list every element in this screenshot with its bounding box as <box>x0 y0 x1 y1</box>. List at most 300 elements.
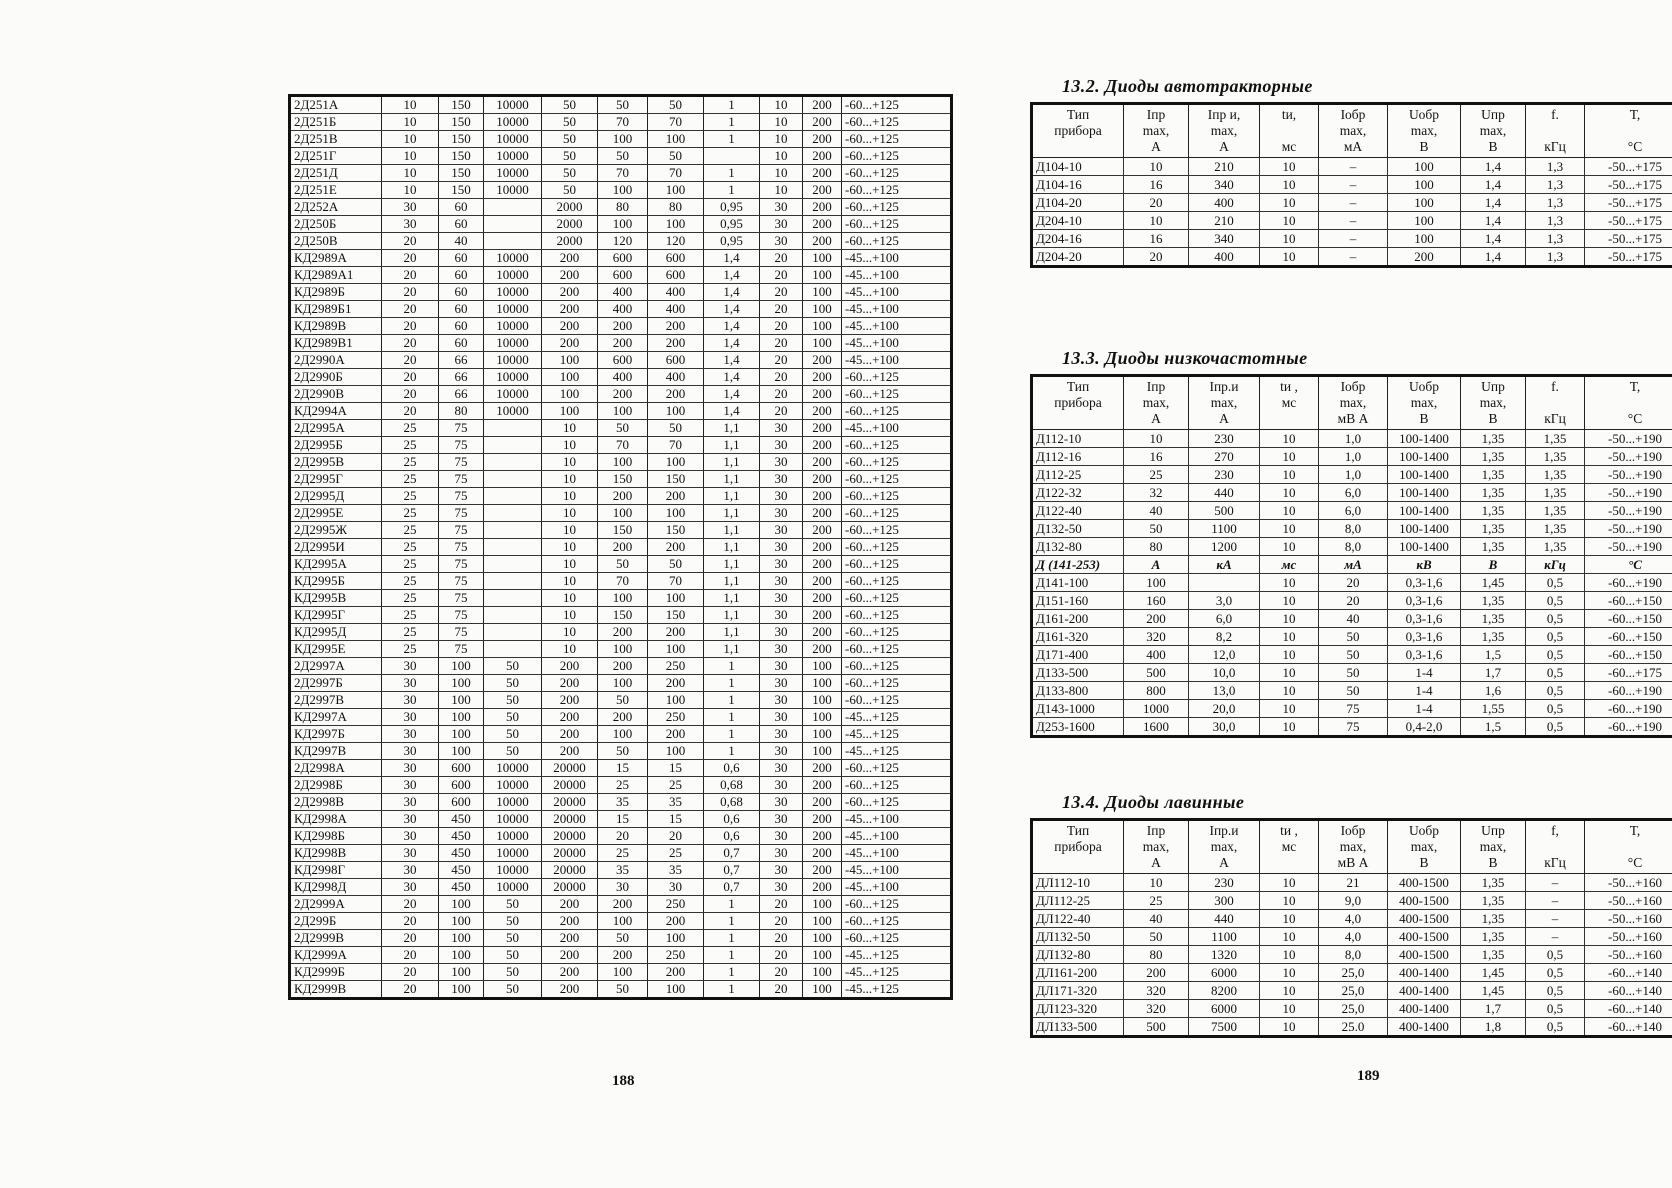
table-cell: 1,35 <box>1526 430 1585 448</box>
table-cell: -60...+125 <box>842 437 952 454</box>
table-cell: 1,6 <box>1461 682 1526 700</box>
table-cell: 200 <box>803 573 842 590</box>
table-cell: 200 <box>648 539 704 556</box>
table-cell: 40 <box>439 233 484 250</box>
device-type-cell: КД2994А <box>290 403 382 420</box>
device-type-cell: 2Д2995А <box>290 420 382 437</box>
table-cell: 1 <box>704 692 760 709</box>
table-cell: -60...+125 <box>842 114 952 131</box>
table-row <box>290 250 952 267</box>
device-type-cell: Д122-32 <box>1032 484 1124 502</box>
table-cell: 10000 <box>484 403 542 420</box>
table-cell: 30 <box>760 828 803 845</box>
table-cell: 100 <box>542 369 598 386</box>
table-cell: 1,35 <box>1526 538 1585 556</box>
table-row <box>290 675 952 692</box>
table-row <box>1032 682 1672 700</box>
table-row <box>290 522 952 539</box>
table-row <box>290 709 952 726</box>
table-cell: 0,5 <box>1526 982 1585 1000</box>
table-cell <box>704 148 760 165</box>
section-avalanche-diodes <box>1030 792 1672 1038</box>
table-cell: 10000 <box>484 267 542 284</box>
table-cell: 75 <box>439 556 484 573</box>
table-row <box>290 624 952 641</box>
table-cell: 100 <box>803 726 842 743</box>
table-cell: 1,3 <box>1526 248 1585 267</box>
device-type-cell: Д132-80 <box>1032 538 1124 556</box>
table-cell: -60...+125 <box>842 658 952 675</box>
table-cell: -60...+125 <box>842 96 952 114</box>
table-cell: 1200 <box>1189 538 1260 556</box>
table-cell: 100 <box>598 454 648 471</box>
table-cell: 10000 <box>484 284 542 301</box>
table-cell: 10000 <box>484 318 542 335</box>
table-cell: кА <box>1189 556 1260 574</box>
table-cell: -45...+125 <box>842 964 952 981</box>
table-cell: 10 <box>542 607 598 624</box>
table-cell: 200 <box>542 692 598 709</box>
device-type-cell: 2Д2997Б <box>290 675 382 692</box>
table-cell: 50 <box>598 743 648 760</box>
table-cell: 4,0 <box>1319 928 1388 946</box>
table-cell: 1000 <box>1124 700 1189 718</box>
table-cell: 30 <box>648 879 704 896</box>
table-cell: 200 <box>803 199 842 216</box>
table-cell: 30 <box>382 862 439 879</box>
table-cell: 1,4 <box>1461 194 1526 212</box>
table-cell: 600 <box>598 352 648 369</box>
table-cell: -50...+175 <box>1585 158 1672 176</box>
table-cell: 30 <box>760 471 803 488</box>
table-cell: 1,4 <box>704 301 760 318</box>
table-cell: 10 <box>1260 484 1319 502</box>
table-cell: 10 <box>542 539 598 556</box>
device-type-cell: 2Д2995Е <box>290 505 382 522</box>
table-cell: 200 <box>803 216 842 233</box>
table-cell: 21 <box>1319 874 1388 892</box>
table-cell: -60...+125 <box>842 556 952 573</box>
table-cell: 0,3-1,6 <box>1388 592 1461 610</box>
table-cell <box>484 573 542 590</box>
table-cell: 1,0 <box>1319 430 1388 448</box>
table-row <box>1032 982 1672 1000</box>
table-cell <box>484 216 542 233</box>
table-row <box>290 658 952 675</box>
table-row <box>290 964 952 981</box>
table-cell: 10 <box>1260 946 1319 964</box>
column-header: Uпр max, В <box>1461 104 1526 158</box>
table-cell: 10 <box>760 96 803 114</box>
table-cell: 50 <box>598 556 648 573</box>
table-cell: 30 <box>382 726 439 743</box>
section-low-frequency-diodes <box>1030 348 1672 738</box>
table-cell: -60...+125 <box>842 233 952 250</box>
table-cell: 20 <box>382 301 439 318</box>
table-cell: 6,0 <box>1319 484 1388 502</box>
table-cell: 66 <box>439 386 484 403</box>
device-type-cell: 2Д250Б <box>290 216 382 233</box>
table-cell: 30 <box>382 675 439 692</box>
table-cell: 10 <box>382 148 439 165</box>
table-body <box>1032 874 1672 1037</box>
table-cell: 50 <box>1124 520 1189 538</box>
device-type-cell: Д204-20 <box>1032 248 1124 267</box>
table-cell: -45...+100 <box>842 828 952 845</box>
table-cell: -50...+175 <box>1585 194 1672 212</box>
table-cell: -60...+125 <box>842 488 952 505</box>
table-cell: 30 <box>382 692 439 709</box>
column-header: f. кГц <box>1526 104 1585 158</box>
table-cell: 100 <box>803 930 842 947</box>
table-row <box>290 369 952 386</box>
table-cell: 40 <box>1124 502 1189 520</box>
table-cell: 16 <box>1124 230 1189 248</box>
device-type-cell: ДЛ132-80 <box>1032 946 1124 964</box>
table-row <box>290 267 952 284</box>
table-cell: 30 <box>760 794 803 811</box>
table-cell: – <box>1319 248 1388 267</box>
table-row <box>1032 158 1672 176</box>
table-cell: 1,5 <box>1461 646 1526 664</box>
table-cell: -50...+190 <box>1585 538 1672 556</box>
table-cell: 6,0 <box>1189 610 1260 628</box>
table-cell: 10 <box>1260 928 1319 946</box>
table-cell: -60...+140 <box>1585 1000 1672 1018</box>
table-cell: 80 <box>1124 538 1189 556</box>
table-cell: -60...+190 <box>1585 682 1672 700</box>
table-cell: 500 <box>1189 502 1260 520</box>
table-cell: 20 <box>760 301 803 318</box>
table-cell: 1-4 <box>1388 682 1461 700</box>
table-cell: 0,5 <box>1526 646 1585 664</box>
table-cell: 10000 <box>484 811 542 828</box>
table-cell: 400-1500 <box>1388 946 1461 964</box>
table-cell: 200 <box>648 488 704 505</box>
table-cell: В <box>1461 556 1526 574</box>
table-cell: 150 <box>648 607 704 624</box>
table-cell: 100 <box>439 743 484 760</box>
table-cell: 10 <box>1260 910 1319 928</box>
table-cell <box>484 522 542 539</box>
table-cell: 1 <box>704 981 760 999</box>
low-frequency-diodes-table <box>1030 374 1672 738</box>
table-cell: 400-1500 <box>1388 874 1461 892</box>
table-cell: 20 <box>382 233 439 250</box>
table-cell: 10 <box>542 556 598 573</box>
table-cell: -45...+125 <box>842 726 952 743</box>
table-cell: 80 <box>1124 946 1189 964</box>
device-type-cell: КД2995Е <box>290 641 382 658</box>
table-cell: 100-1400 <box>1388 448 1461 466</box>
table-cell: 30 <box>760 216 803 233</box>
table-cell: 10 <box>1260 1000 1319 1018</box>
table-cell: 10000 <box>484 165 542 182</box>
table-row <box>1032 592 1672 610</box>
table-cell: 25 <box>382 437 439 454</box>
table-cell: -60...+175 <box>1585 664 1672 682</box>
table-cell: 50 <box>484 930 542 947</box>
table-row <box>290 284 952 301</box>
table-cell: 200 <box>803 471 842 488</box>
column-header: T, °C <box>1585 820 1672 874</box>
device-type-cell: 2Д2998В <box>290 794 382 811</box>
table-cell: 0,5 <box>1526 664 1585 682</box>
table-cell: 100 <box>803 947 842 964</box>
table-cell: 50 <box>648 148 704 165</box>
table-row <box>290 233 952 250</box>
table-cell: -60...+125 <box>842 199 952 216</box>
table-cell: 15 <box>648 811 704 828</box>
table-cell: 1,1 <box>704 556 760 573</box>
table-cell <box>484 539 542 556</box>
table-cell: 1 <box>704 964 760 981</box>
table-cell: 1,1 <box>704 607 760 624</box>
table-cell: 2000 <box>542 216 598 233</box>
table-cell: 0,5 <box>1526 574 1585 592</box>
table-cell: А <box>1124 556 1189 574</box>
table-cell: 1,35 <box>1461 892 1526 910</box>
table-cell: 50 <box>598 692 648 709</box>
table-cell: 80 <box>439 403 484 420</box>
table-cell: -50...+190 <box>1585 520 1672 538</box>
table-cell: 25 <box>382 641 439 658</box>
device-type-cell: Д104-16 <box>1032 176 1124 194</box>
table-cell: 200 <box>1124 964 1189 982</box>
table-cell: 100 <box>803 981 842 999</box>
table-row <box>290 913 952 930</box>
table-cell: 200 <box>803 607 842 624</box>
table-cell: 100 <box>803 913 842 930</box>
table-row <box>290 794 952 811</box>
table-cell: -60...+125 <box>842 454 952 471</box>
table-cell: 100 <box>803 743 842 760</box>
table-cell: 70 <box>648 165 704 182</box>
table-cell: -60...+125 <box>842 403 952 420</box>
table-cell: -60...+125 <box>842 930 952 947</box>
table-cell: 20000 <box>542 760 598 777</box>
table-cell: 75 <box>1319 718 1388 737</box>
table-cell: 200 <box>803 369 842 386</box>
table-cell: 20 <box>760 318 803 335</box>
table-cell: 10 <box>1260 982 1319 1000</box>
table-cell: 10 <box>542 641 598 658</box>
table-cell: 100 <box>439 709 484 726</box>
table-cell: 75 <box>1319 700 1388 718</box>
table-cell: 100 <box>1388 230 1461 248</box>
table-cell: 50 <box>484 726 542 743</box>
table-cell: 20 <box>382 981 439 999</box>
table-cell: 100 <box>648 743 704 760</box>
table-cell: 25 <box>598 777 648 794</box>
table-cell <box>1189 574 1260 592</box>
table-cell: 40 <box>1319 610 1388 628</box>
table-cell: 1,7 <box>1461 664 1526 682</box>
table-cell: 25 <box>382 573 439 590</box>
table-cell: 10 <box>1260 430 1319 448</box>
table-cell: 0,6 <box>704 760 760 777</box>
table-cell: -45...+100 <box>842 879 952 896</box>
table-cell: 10 <box>1260 664 1319 682</box>
table-cell: 30 <box>382 828 439 845</box>
table-cell: 500 <box>1124 1018 1189 1037</box>
table-cell: 10000 <box>484 114 542 131</box>
table-cell: -60...+125 <box>842 590 952 607</box>
section-automotive-diodes <box>1030 76 1672 268</box>
table-cell: 200 <box>803 760 842 777</box>
device-type-cell: КД2989А <box>290 250 382 267</box>
table-cell: 100 <box>439 981 484 999</box>
table-cell: 0,3-1,6 <box>1388 646 1461 664</box>
table-cell: 200 <box>648 675 704 692</box>
table-cell: -60...+140 <box>1585 982 1672 1000</box>
table-cell: 400 <box>598 369 648 386</box>
table-cell <box>484 199 542 216</box>
table-cell: 10 <box>542 437 598 454</box>
table-cell: -50...+160 <box>1585 892 1672 910</box>
table-cell: 10 <box>542 488 598 505</box>
table-cell <box>484 505 542 522</box>
table-cell: 200 <box>803 96 842 114</box>
column-header: tи, мс <box>1260 104 1319 158</box>
table-cell: 50 <box>598 96 648 114</box>
table-row <box>1032 230 1672 248</box>
table-cell: кГц <box>1526 556 1585 574</box>
table-cell: 30 <box>760 199 803 216</box>
table-row <box>290 896 952 913</box>
table-cell: 30 <box>760 505 803 522</box>
table-cell: 200 <box>803 148 842 165</box>
device-type-cell: 2Д251Б <box>290 114 382 131</box>
table-row <box>290 539 952 556</box>
table-cell: -60...+125 <box>842 148 952 165</box>
table-cell: 200 <box>542 981 598 999</box>
table-cell: 30 <box>760 879 803 896</box>
table-row <box>1032 628 1672 646</box>
table-header-row <box>1032 820 1672 874</box>
table-cell: 20 <box>382 335 439 352</box>
table-cell: 1,35 <box>1461 610 1526 628</box>
table-cell: 10 <box>1260 682 1319 700</box>
table-cell: 100 <box>648 981 704 999</box>
table-cell: 800 <box>1124 682 1189 700</box>
table-cell: 200 <box>803 641 842 658</box>
table-row <box>290 505 952 522</box>
device-type-cell: КД2999А <box>290 947 382 964</box>
table-row <box>1032 520 1672 538</box>
table-cell: -60...+190 <box>1585 718 1672 737</box>
table-cell: 1,0 <box>1319 448 1388 466</box>
table-cell: -45...+100 <box>842 284 952 301</box>
table-cell: 450 <box>439 828 484 845</box>
table-cell: 1-4 <box>1388 664 1461 682</box>
table-cell: 0,5 <box>1526 682 1585 700</box>
device-type-cell: КД2995Д <box>290 624 382 641</box>
table-cell: 100 <box>803 675 842 692</box>
table-cell: 200 <box>648 964 704 981</box>
table-cell: -60...+125 <box>842 607 952 624</box>
table-cell: -45...+100 <box>842 862 952 879</box>
table-cell: 1,4 <box>1461 248 1526 267</box>
table-cell: 50 <box>1124 928 1189 946</box>
table-cell: 100 <box>1388 194 1461 212</box>
table-cell: 100 <box>803 267 842 284</box>
table-row <box>1032 502 1672 520</box>
table-cell: 30 <box>598 879 648 896</box>
table-cell: 340 <box>1189 176 1260 194</box>
table-cell: 25 <box>382 505 439 522</box>
device-type-cell: КД2995Г <box>290 607 382 624</box>
table-cell: 30 <box>760 522 803 539</box>
device-type-cell: 2Д2997А <box>290 658 382 675</box>
table-cell: 100 <box>598 216 648 233</box>
device-type-cell: КД2997В <box>290 743 382 760</box>
table-cell: 30 <box>760 862 803 879</box>
table-cell: 10 <box>1260 194 1319 212</box>
table-cell: 0,6 <box>704 811 760 828</box>
table-cell: 0,3-1,6 <box>1388 628 1461 646</box>
table-cell: 200 <box>803 114 842 131</box>
table-cell: 160 <box>1124 592 1189 610</box>
table-cell: -60...+125 <box>842 369 952 386</box>
table-cell: 1,7 <box>1461 1000 1526 1018</box>
table-cell: 100 <box>439 930 484 947</box>
table-cell: 80 <box>598 199 648 216</box>
column-header: tи , мс <box>1260 820 1319 874</box>
device-type-cell: КД2989Б1 <box>290 301 382 318</box>
table-cell: 400-1400 <box>1388 1018 1461 1037</box>
device-type-cell: Д104-20 <box>1032 194 1124 212</box>
table-cell: 20 <box>648 828 704 845</box>
table-cell: 120 <box>648 233 704 250</box>
table-cell: 30 <box>382 658 439 675</box>
table-cell: 50 <box>1319 682 1388 700</box>
table-cell: 10 <box>1260 874 1319 892</box>
table-cell: – <box>1319 158 1388 176</box>
table-cell: 1,1 <box>704 573 760 590</box>
table-cell: 20 <box>382 386 439 403</box>
table-cell: 20 <box>382 250 439 267</box>
table-cell: 0,3-1,6 <box>1388 574 1461 592</box>
table-cell: 250 <box>648 658 704 675</box>
table-cell: 10 <box>1260 646 1319 664</box>
table-cell: 10000 <box>484 301 542 318</box>
table-cell: 200 <box>803 165 842 182</box>
device-type-cell: 2Д2999В <box>290 930 382 947</box>
table-cell: -45...+100 <box>842 845 952 862</box>
table-row <box>290 216 952 233</box>
table-cell: 1,45 <box>1461 982 1526 1000</box>
table-cell: 30 <box>382 777 439 794</box>
table-cell: -45...+100 <box>842 267 952 284</box>
table-cell: 10 <box>760 165 803 182</box>
table-cell: -60...+125 <box>842 471 952 488</box>
table-body <box>1032 430 1672 737</box>
table-cell: 70 <box>598 165 648 182</box>
table-cell: 0,5 <box>1526 1000 1585 1018</box>
table-cell: 0,6 <box>704 828 760 845</box>
table-cell <box>484 624 542 641</box>
device-type-cell: 2Д2995Б <box>290 437 382 454</box>
table-cell: 20 <box>760 352 803 369</box>
table-cell: 320 <box>1124 1000 1189 1018</box>
table-cell: 100 <box>439 913 484 930</box>
table-cell: 100 <box>648 182 704 199</box>
table-cell: 10 <box>1260 538 1319 556</box>
table-cell: -60...+125 <box>842 522 952 539</box>
device-type-cell: КД2989В1 <box>290 335 382 352</box>
table-cell: 1 <box>704 947 760 964</box>
